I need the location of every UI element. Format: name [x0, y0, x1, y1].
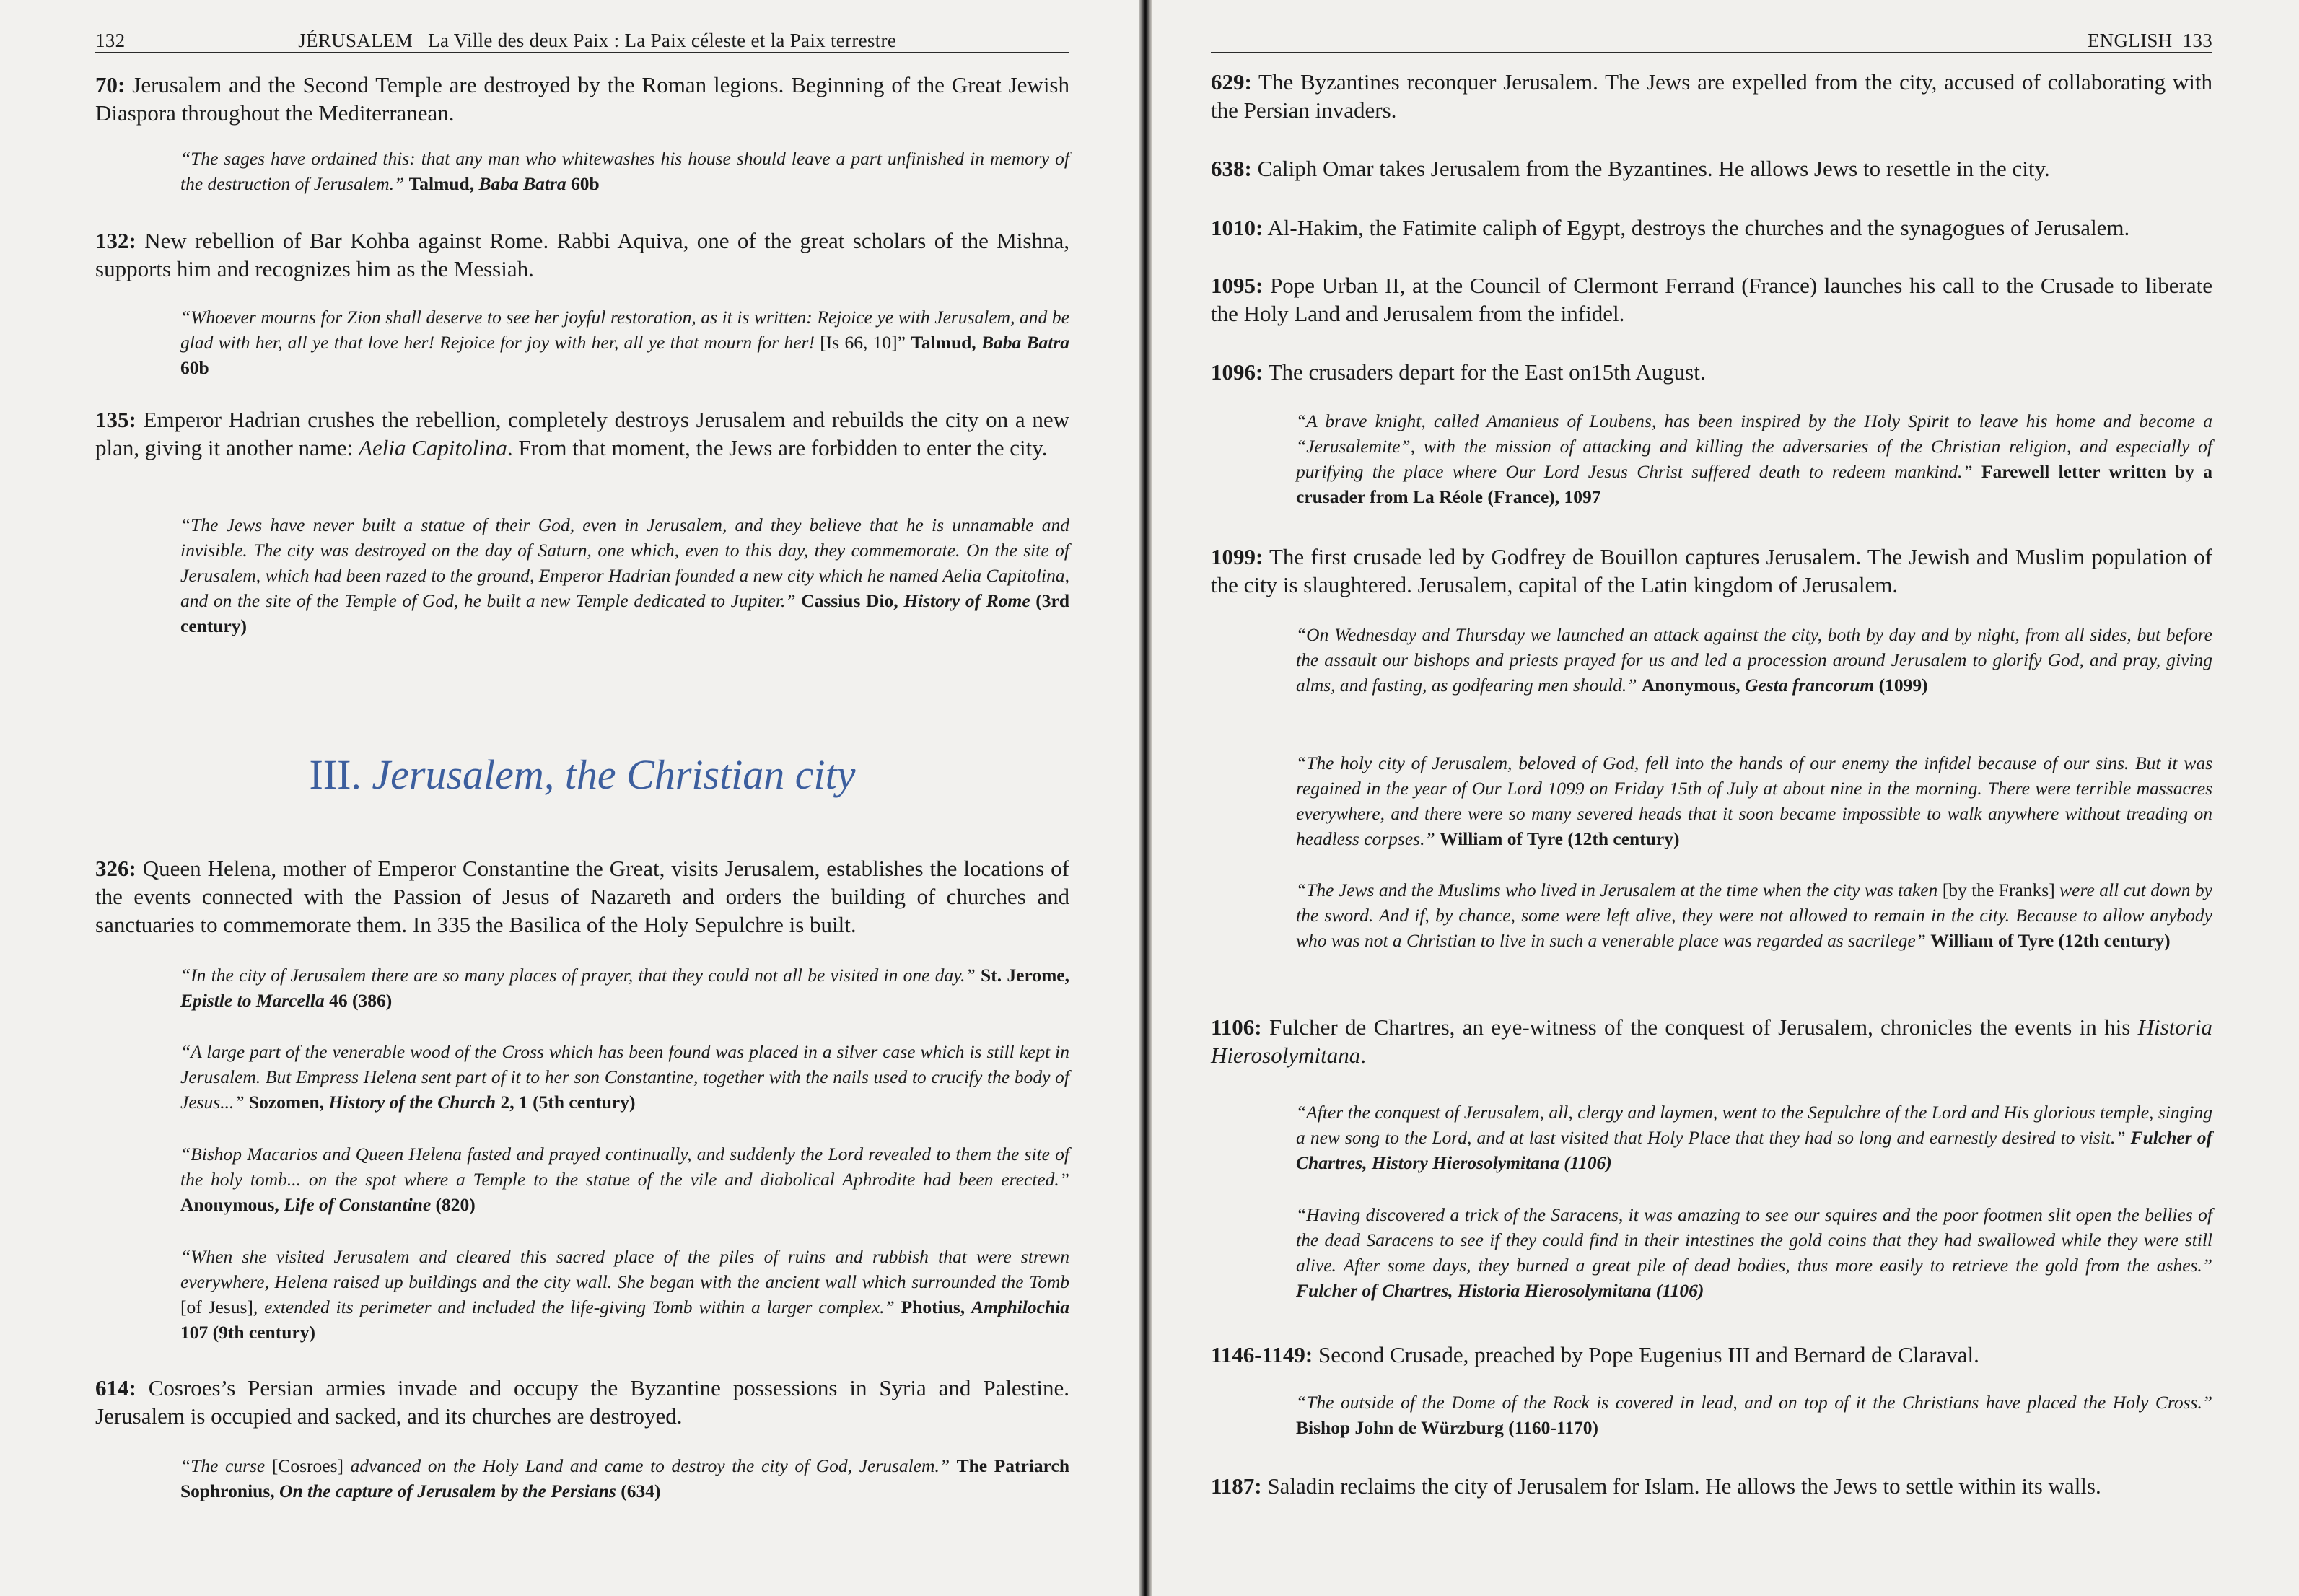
- left-page: [0, 0, 1139, 1596]
- quote-sophronius: “The curse [Cosroes] advanced on the Holy Land and came to destroy the city of God, Jerusalem.” The Patriarch Sophronius, On the capture of Jerusalem by the Persians (634): [180, 1455, 1070, 1501]
- entry-1099: 1099: The first crusade led by Godfrey de Bouillon captures Jerusalem. The Jewish and Muslim population of the city is slaughtered. Jerusalem, capital of the Latin kingdom of Jerusalem.: [1211, 544, 2212, 597]
- quote-sozomen: “A large part of the venerable wood of the Cross which has been found was placed in a silver case which is still kept in Jerusalem. But Empress Helena sent part of it to her son Constantine, together with the nails used to crucify the body of Jesus...” Sozomen, History of the Church 2, 1 (5th century): [180, 1041, 1069, 1113]
- quote-william-of-tyre-2: “The Jews and the Muslims who lived in Jerusalem at the time when the city was taken [by the Franks] were all cut down by the sword. And if, by chance, some were left alive, they were not allowed to remain in the city. Because to allow anybody who was not a Christian to live in such a venerable place was regarded as sacrilege” William of Tyre (12th century): [1296, 880, 2212, 951]
- entry-132: 132: New rebellion of Bar Kohba against Rome. Rabbi Aquiva, one of the great scholars of the Mishna, supports him and recognizes him as the Messiah.: [95, 228, 1069, 281]
- entry-1096: 1096: The crusaders depart for the East on15th August.: [1211, 359, 1706, 385]
- quote-photius: “When she visited Jerusalem and cleared this sacred place of the piles of ruins and rubbish that were strewn everywhere, Helena raised up buildings and the city wall. She began with the ancient wall which surrounded the Tomb [of Jesus], extended its perimeter and included the life-giving Tomb within a larger complex.” Photius, Amphilochia 107 (9th century): [180, 1246, 1070, 1343]
- entry-326: 326: Queen Helena, mother of Emperor Constantine the Great, visits Jerusalem, establishes the locations of the events connected with the Passion of Jesus of Nazareth and orders the building of churches and sanctuaries to commemorate them. In 335 the Basilica of the Holy Sepulchre is built.: [95, 856, 1069, 937]
- entry-629: 629: The Byzantines reconquer Jerusalem. The Jews are expelled from the city, accused of collaborating with the Persian invaders.: [1211, 69, 2213, 123]
- section-number: III.: [309, 751, 362, 798]
- section-heading: [95, 750, 1069, 799]
- quote-cassius-dio: “The Jews have never built a statue of their God, even in Jerusalem, and they believe that he is unnamable and invisible. The city was destroyed on the day of Saturn, one which, even to this day, they commemorate. On the site of Jerusalem, which had been razed to the ground, Emperor Hadrian founded a new city which he named Aelia Capitolina, and on the site of the Temple of God, he built a new Temple dedicated to Jupiter.” Cassius Dio, History of Rome (3rd century): [180, 514, 1070, 636]
- entry-614: 614: Cosroes’s Persian armies invade and occupy the Byzantine possessions in Syria and Palestine. Jerusalem is occupied and sacked, and its churches are destroyed.: [95, 1375, 1069, 1429]
- quote-anonymous-constantine: “Bishop Macarios and Queen Helena fasted and prayed continually, and suddenly the Lord revealed to them the site of the holy tomb... on the spot where a Temple to the statue of the vile and diabolical Aphrodite had been erected.” Anonymous, Life of Constantine (820): [180, 1144, 1069, 1215]
- right-page: [1152, 0, 2299, 1596]
- running-label: ENGLISH: [2087, 30, 2173, 51]
- running-header-left: [95, 10, 1069, 53]
- page-number-left: 132: [95, 30, 126, 51]
- running-header-right: [1211, 10, 2212, 53]
- quote-fulcher-1: “After the conquest of Jerusalem, all, clergy and laymen, went to the Sepulchre of the Lord and His glorious temple, singing a new song to the Lord, and at last visited that Holy Place that they had so long and earnestly desired to visit.” Fulcher of Chartres, History Hierosolymitana (1106): [1296, 1102, 2212, 1173]
- entry-1095: 1095: Pope Urban II, at the Council of Clermont Ferrand (France) launches his call to the Crusade to liberate the Holy Land and Jerusalem from the infidel.: [1211, 273, 2212, 326]
- entry-1146-1149: 1146-1149: Second Crusade, preached by Pope Eugenius III and Bernard de Claraval.: [1211, 1342, 1979, 1367]
- book-gutter: [1139, 0, 1152, 1596]
- entry-1187: 1187: Saladin reclaims the city of Jerusalem for Islam. He allows the Jews to settle within its walls.: [1211, 1473, 2101, 1499]
- page-number-right: 133: [2182, 30, 2212, 51]
- section-title: Jerusalem, the Christian city: [372, 751, 856, 798]
- quote-william-of-tyre-1: “The holy city of Jerusalem, beloved of God, fell into the hands of our enemy the infidel because of our sins. But it was regained in the year of Our Lord 1099 on Friday 15th of July at about nine in the morning. There were terrible massacres everywhere, and there were so many severed heads that it soon became impossible to walk anywhere without treading on headless corpses.” William of Tyre (12th century): [1296, 753, 2212, 849]
- quote-farewell-letter: “A brave knight, called Amanieus of Loubens, has been inspired by the Holy Spirit to leave his home and become a “Jerusalemite”, with the mission of attacking and killing the adversaries of the Christian religion, and especially of purifying the place where Our Lord Jesus Christ suffered death to redeem mankind.” Farewell letter written by a crusader from La Réole (France), 1097: [1296, 411, 2213, 507]
- entry-638: 638: Caliph Omar takes Jerusalem from the Byzantines. He allows Jews to resettle in the city.: [1211, 156, 2050, 181]
- quote-gesta-francorum: “On Wednesday and Thursday we launched an attack against the city, both by day and by night, from all sides, but before the assault our bishops and priests prayed for us and led a procession around Jerusalem to glorify God, and pray, giving alms, and fasting, as godfearing men should.” Anonymous, Gesta francorum (1099): [1296, 624, 2212, 696]
- quote-jerome: “In the city of Jerusalem there are so many places of prayer, that they could not all be visited in one day.” St. Jerome, Epistle to Marcella 46 (386): [180, 965, 1070, 1011]
- running-subtitle: La Ville des deux Paix : La Paix céleste et la Paix terrestre: [428, 30, 897, 51]
- running-title: JÉRUSALEM: [298, 30, 413, 51]
- quote-john-de-wurzburg: “The outside of the Dome of the Rock is covered in lead, and on top of it the Christians have placed the Holy Cross.” Bishop John de Würzburg (1160-1170): [1296, 1392, 2212, 1438]
- quote-fulcher-2: “Having discovered a trick of the Saracens, it was amazing to see our squires and the poor footmen slit open the bellies of the dead Saracens to see if they could find in their intestines the gold coins that they had swallowed while they were still alive. After some days, they burned a great pile of dead bodies, thus more easily to retrieve the gold from the ashes.” Fulcher of Chartres, Historia Hierosolymitana (1106): [1296, 1204, 2212, 1301]
- quote-talmud-2: “Whoever mourns for Zion shall deserve to see her joyful restoration, as it is written: Rejoice ye with Jerusalem, and be glad with her, all ye that love her! Rejoice for joy with her, all ye that mourn for her! [Is 66, 10]” Talmud, Baba Batra 60b: [180, 307, 1070, 378]
- quote-talmud-1: “The sages have ordained this: that any man who whitewashes his house should leave a part unfinished in memory of the destruction of Jerusalem.” Talmud, Baba Batra 60b: [180, 148, 1069, 194]
- entry-1010: 1010: Al-Hakim, the Fatimite caliph of Egypt, destroys the churches and the synagogues of Jerusalem.: [1211, 215, 2130, 240]
- entry-70: 70: Jerusalem and the Second Temple are destroyed by the Roman legions. Beginning of the Great Jewish Diaspora throughout the Mediterranean.: [95, 72, 1070, 126]
- entry-1106: 1106: Fulcher de Chartres, an eye-witness of the conquest of Jerusalem, chronicles the events in his Historia Hierosolymitana.: [1211, 1014, 2213, 1068]
- entry-135: 135: Emperor Hadrian crushes the rebellion, completely destroys Jerusalem and rebuilds the city on a new plan, giving it another name: Aelia Capitolina. From that moment, the Jews are forbidden to enter the city.: [95, 407, 1069, 460]
